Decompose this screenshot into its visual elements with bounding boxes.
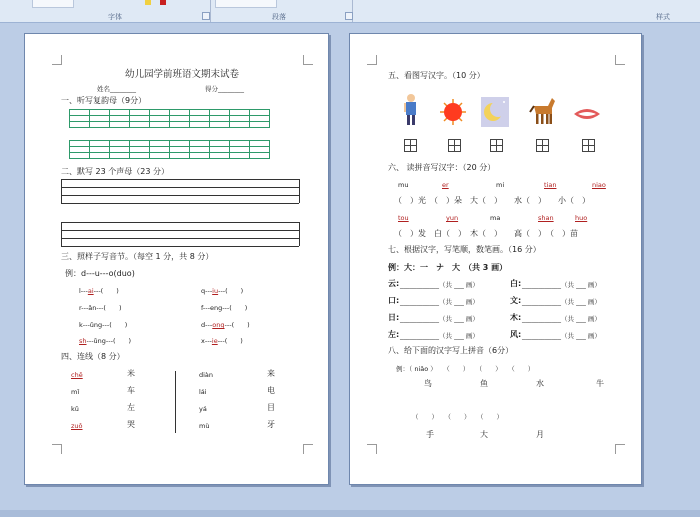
match-hanzi: 车 (127, 386, 135, 395)
pinyin-prompt: tou (398, 214, 409, 222)
writing-line (299, 179, 300, 203)
example-suffix: ) (131, 269, 135, 278)
pinyin-answer-row: 例：（ niǎo ） （ ） （ ） （ ） (396, 365, 535, 373)
score-field: 得分________ (205, 85, 244, 93)
ribbon-group-styles-label: 样式 (656, 13, 670, 21)
match-pinyin: chē (71, 371, 83, 379)
ribbon-font-control[interactable] (32, 0, 74, 8)
ribbon (0, 0, 700, 23)
stroke-answer-line[interactable]: ____________（共 ___ 画） (522, 298, 601, 306)
match-pinyin: kǔ (71, 405, 79, 413)
font-color-swatch[interactable] (160, 0, 166, 5)
stroke-answer-line[interactable]: ____________（共 ___ 画） (522, 281, 601, 289)
ribbon-group-font-label: 字体 (108, 13, 122, 21)
syllable-item: k---ǔng---( ) (79, 321, 128, 329)
status-bar (0, 510, 700, 517)
syllable-item: r---ǎn---( ) (79, 304, 122, 312)
stroke-char-label: 左: (388, 330, 400, 339)
match-pinyin: mǐ (71, 388, 80, 396)
match-hanzi: 牙 (267, 420, 275, 429)
pinyin-prompt: mi (496, 181, 505, 189)
pinyin-prompt: huo (575, 214, 588, 222)
writing-line (61, 222, 299, 223)
crop-mark (615, 444, 625, 454)
stroke-char-label: 风: (510, 330, 522, 339)
crop-mark (303, 444, 313, 454)
ribbon-paragraph-control[interactable] (215, 0, 277, 8)
match-pinyin: mù (199, 422, 210, 430)
pinyin-prompt: er (442, 181, 449, 189)
pinyin-writing-grid (69, 140, 270, 159)
writing-line (61, 179, 62, 203)
writing-line (61, 195, 299, 196)
crop-mark (367, 444, 377, 454)
answer-box[interactable] (536, 139, 549, 152)
pinyin-answer-row: （ ） （ ） （ ） (412, 413, 503, 421)
match-pinyin: lái (199, 388, 207, 396)
crop-mark (52, 444, 62, 454)
syllable-item: x---ie---( ) (201, 337, 243, 345)
match-pinyin: yá (199, 405, 207, 413)
hanzi-fill-row: （ ）光 （ ）朵 大（ ） 水（ ） 小（ ） (394, 196, 590, 205)
match-pinyin: zuǒ (71, 422, 83, 430)
stroke-char-label: 云: (388, 279, 400, 288)
stroke-char-label: 口: (388, 296, 400, 305)
horse-icon (528, 92, 558, 128)
writing-line (61, 179, 299, 180)
section-1-heading: 一、听写复韵母（9分） (61, 96, 147, 105)
match-hanzi: 左 (127, 403, 135, 412)
stroke-example: 例：大：一 ナ 大 （共 3 画） (388, 263, 508, 272)
hanzi-fill-row: （ ）发 白（ ） 木（ ） 高（ ） （ ）苗 (394, 229, 578, 238)
ribbon-separator (210, 0, 211, 22)
hanzi-prompt: 水 (536, 379, 544, 388)
syllable-item: q---iu---( ) (201, 287, 244, 295)
answer-box[interactable] (582, 139, 595, 152)
divider-line (175, 371, 176, 433)
section-7-heading: 七、根据汉字，写笔顺，数笔画。（16 分） (388, 245, 541, 254)
hanzi-prompt: 鸟 (424, 379, 432, 388)
font-dialog-launcher[interactable] (202, 12, 210, 20)
hanzi-prompt: 鱼 (480, 379, 488, 388)
match-hanzi: 电 (267, 386, 275, 395)
document-page-left (24, 33, 329, 485)
writing-line (61, 187, 299, 188)
stroke-answer-line[interactable]: ____________（共 ___ 画） (400, 281, 479, 289)
crop-mark (615, 55, 625, 65)
example-prefix: 例：d---u---o( (65, 269, 117, 278)
hanzi-prompt: 大 (480, 430, 488, 439)
pinyin-prompt: yun (446, 214, 459, 222)
crop-mark (52, 55, 62, 65)
stroke-char-label: 白: (510, 279, 522, 288)
answer-box[interactable] (404, 139, 417, 152)
match-hanzi: 目 (267, 403, 275, 412)
section-3-heading: 三、照样子写音节。（每空 1 分，共 8 分） (61, 252, 214, 261)
stroke-char-label: 日: (388, 313, 400, 322)
match-hanzi: 米 (127, 369, 135, 378)
match-hanzi: 来 (267, 369, 275, 378)
hanzi-prompt: 月 (536, 430, 544, 439)
stroke-answer-line[interactable]: ____________（共 ___ 画） (522, 332, 601, 340)
section-6-heading: 六、 读拼音写汉字：（20 分） (388, 163, 496, 172)
syllable-item: f---eng---( ) (201, 304, 248, 312)
writing-line (61, 230, 299, 231)
match-pinyin: diàn (199, 371, 214, 379)
pinyin-writing-grid (69, 109, 270, 128)
person-icon (396, 92, 426, 128)
syllable-item: d---ong---( ) (201, 321, 250, 329)
exam-title: 幼儿园学前班语文期末试卷 (125, 69, 240, 80)
stroke-char-label: 文: (510, 296, 522, 305)
highlight-color-swatch[interactable] (145, 0, 151, 5)
section-8-heading: 八、给下面的汉字写上拼音（6分） (388, 346, 514, 355)
ribbon-group-paragraph-label: 段落 (272, 13, 286, 21)
section-5-heading: 五、看图写汉字。（10 分） (388, 71, 485, 80)
crop-mark (303, 55, 313, 65)
example-answer: duo (116, 269, 132, 278)
section-4-heading: 四、连线（8 分） (61, 352, 125, 361)
answer-box[interactable] (448, 139, 461, 152)
writing-line (61, 238, 299, 239)
name-field: 姓名________ (97, 85, 136, 93)
paragraph-dialog-launcher[interactable] (345, 12, 353, 20)
writing-line (61, 203, 299, 204)
document-page-right (349, 33, 642, 485)
crop-mark (367, 55, 377, 65)
mouth-icon (572, 96, 602, 132)
pinyin-prompt: tian (544, 181, 557, 189)
stroke-answer-line[interactable]: ____________（共 ___ 画） (400, 298, 479, 306)
section-3-example (65, 269, 135, 279)
pinyin-prompt: ma (490, 214, 501, 222)
sun-icon (438, 94, 468, 130)
match-hanzi: 哭 (127, 420, 135, 429)
answer-box[interactable] (490, 139, 503, 152)
hanzi-prompt: 牛 (596, 379, 604, 388)
pinyin-prompt: mu (398, 181, 409, 189)
pinyin-prompt: niao (592, 181, 606, 189)
section-2-heading: 二、默写 23 个声母（23 分） (61, 167, 169, 176)
moon-icon (480, 94, 510, 130)
writing-line (61, 246, 299, 247)
stroke-answer-line[interactable]: ____________（共 ___ 画） (400, 315, 479, 323)
stroke-answer-line[interactable]: ____________（共 ___ 画） (522, 315, 601, 323)
hanzi-prompt: 手 (426, 430, 434, 439)
stroke-answer-line[interactable]: ____________（共 ___ 画） (400, 332, 479, 340)
stroke-char-label: 木: (510, 313, 522, 322)
writing-line (61, 222, 62, 246)
writing-line (299, 222, 300, 246)
syllable-item: sh---ǔng---( ) (79, 337, 132, 345)
syllable-item: l---ai---( ) (79, 287, 119, 295)
pinyin-prompt: shan (538, 214, 554, 222)
